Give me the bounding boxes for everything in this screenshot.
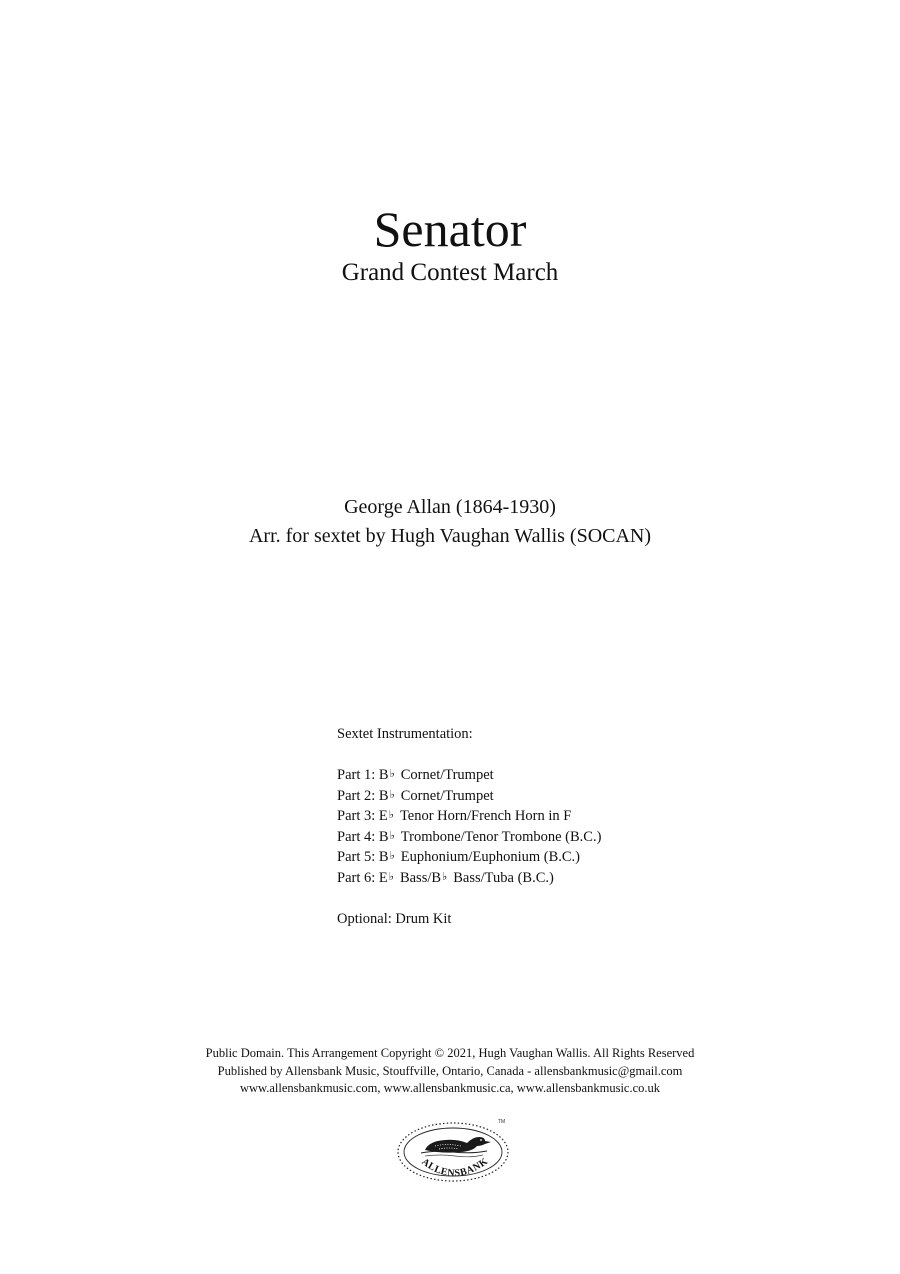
part-label: Part 2:	[337, 787, 376, 804]
part-label: Part 6:	[337, 869, 376, 886]
score-subtitle: Grand Contest March	[341, 259, 559, 286]
flat-symbol-icon: ♭	[389, 849, 395, 862]
part-key: B	[378, 767, 389, 783]
flat-symbol-icon: ♭	[389, 767, 395, 780]
part-instrument: Euphonium/Euphonium (B.C.)	[400, 849, 580, 865]
copyright-footer	[0, 1045, 900, 1098]
flat-symbol-icon: ♭	[389, 787, 395, 801]
part-label: Part 3:	[337, 808, 376, 824]
trademark-mark: TM	[498, 1119, 506, 1125]
flat-symbol-icon: ♭	[389, 828, 395, 842]
part-instrument: Trombone/Tenor Trombone (B.C.)	[400, 828, 602, 845]
publisher-line: Published by Allensbank Music, Stouffville, Ontario, Canada - allensbankmusic@gmail.com	[217, 1063, 683, 1078]
part-row-4	[337, 827, 601, 848]
part-key: B	[431, 869, 442, 886]
part-label: Part 4:	[337, 828, 376, 845]
flat-symbol-icon: ♭	[442, 869, 448, 883]
loon-logo-icon	[395, 1113, 515, 1185]
part-instrument: Cornet/Trumpet	[400, 767, 494, 783]
website-line: www.allensbankmusic.com, www.allensbankmusic.ca, www.allensbankmusic.co.uk	[239, 1081, 661, 1095]
part-row-3	[337, 806, 601, 827]
part-instrument: Bass/	[399, 869, 432, 886]
part-instrument: Bass/Tuba (B.C.)	[453, 869, 554, 886]
optional-instrument: Optional: Drum Kit	[337, 910, 452, 927]
part-key: E	[378, 808, 388, 824]
part-label: Part 5:	[337, 849, 376, 865]
part-row-2	[337, 786, 601, 807]
composer-credit: George Allan (1864-1930)	[344, 496, 556, 518]
flat-symbol-icon: ♭	[388, 808, 394, 821]
allensbank-logo	[395, 1113, 515, 1185]
part-key: B	[378, 849, 389, 865]
score-title: Senator	[373, 201, 527, 257]
part-instrument: Tenor Horn/French Horn in F	[399, 808, 572, 824]
logo-text: ALLENSBANK	[419, 1155, 491, 1180]
part-label: Part 1:	[337, 767, 376, 783]
part-row-6	[337, 868, 601, 889]
svg-text:ALLENSBANK	[419, 1156, 490, 1179]
instrumentation-heading: Sextet Instrumentation:	[337, 726, 473, 742]
instrumentation-list	[337, 724, 601, 929]
part-key: E	[378, 869, 388, 886]
flat-symbol-icon: ♭	[388, 869, 394, 883]
part-instrument: Cornet/Trumpet	[400, 787, 494, 804]
arranger-credit: Arr. for sextet by Hugh Vaughan Wallis (SOCAN)	[248, 525, 652, 547]
part-key: B	[378, 787, 389, 804]
part-row-1	[337, 765, 601, 786]
part-row-5	[337, 847, 601, 868]
part-key: B	[378, 828, 389, 845]
copyright-line: Public Domain. This Arrangement Copyright © 2021, Hugh Vaughan Wallis. All Rights Reserved	[205, 1046, 695, 1060]
